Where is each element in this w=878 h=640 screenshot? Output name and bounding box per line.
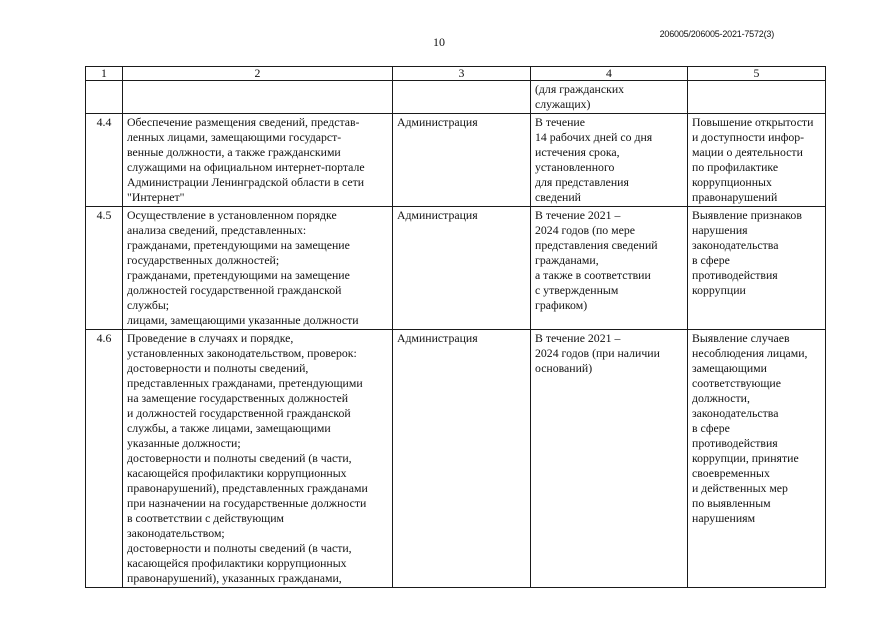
text-line: служащих) (535, 97, 591, 111)
continuation-executor-cell (393, 81, 531, 114)
text-line: оснований) (535, 361, 593, 375)
measure-cell (123, 330, 393, 588)
text-line: достоверности и полноты сведений, (127, 361, 309, 375)
deadline-cell (531, 207, 688, 330)
text-line: противодействия (692, 436, 778, 450)
deadline-cell (531, 114, 688, 207)
table-row (86, 207, 826, 330)
text-line: ленных лицами, замещающими государст- (127, 130, 342, 144)
text-line: Выявление признаков (692, 208, 802, 222)
text-line: Проведение в случаях и порядке, (127, 331, 294, 345)
deadline-cell (531, 330, 688, 588)
executor-cell (393, 207, 531, 330)
result-cell (688, 114, 826, 207)
text-line: законодательства (692, 406, 779, 420)
text-line: службы; (127, 298, 170, 312)
column-number-row (86, 67, 826, 81)
measures-table (85, 66, 826, 588)
text-line: при назначении на государственные должности (127, 496, 367, 510)
text-line: достоверности и полноты сведений (в части, (127, 451, 352, 465)
text-line: своевременных (692, 466, 770, 480)
text-line: касающейся профилактики коррупционных (127, 556, 347, 570)
text-line: и должностей государственной гражданской (127, 406, 351, 420)
text-line: замещающими (692, 361, 767, 375)
text-line: законодательства (692, 238, 779, 252)
text-line: венные должности, а также гражданскими (127, 145, 341, 159)
text-line: 2024 годов (по мере (535, 223, 635, 237)
text-line: коррупционных (692, 175, 772, 189)
text-line: несоблюдения лицами, (692, 346, 808, 360)
text-line: (для гражданских (535, 82, 625, 96)
text-line: Администрация (397, 208, 478, 222)
text-line: правонарушений), указанных гражданами, (127, 571, 342, 585)
executor-cell (393, 330, 531, 588)
page-number: 10 (433, 35, 445, 49)
text-line: представления сведений (535, 238, 658, 252)
text-line: а также в соответствии (535, 268, 651, 282)
table-row (86, 330, 826, 588)
text-line: установленных законодательством, проверок: (127, 346, 357, 360)
text-line: Обеспечение размещения сведений, представ- (127, 115, 360, 129)
text-line: должностей государственной гражданской (127, 283, 342, 297)
measure-cell (123, 207, 393, 330)
text-line: сведений (535, 190, 581, 204)
text-line: нарушениям (692, 511, 756, 525)
text-line: в сфере (692, 421, 730, 435)
document-registration-code: 206005/206005-2021-7572(3) (659, 29, 774, 39)
row-number: 4.5 (86, 207, 123, 330)
text-line: и доступности инфор- (692, 130, 805, 144)
text-line: касающейся профилактики коррупционных (127, 466, 347, 480)
text-line: соответствующие (692, 376, 781, 390)
text-line: законодательством; (127, 526, 225, 540)
text-line: для представления (535, 175, 629, 189)
column-number-4: 4 (531, 67, 688, 81)
column-number-1: 1 (86, 67, 123, 81)
row-number: 4.6 (86, 330, 123, 588)
continuation-result-cell (688, 81, 826, 114)
text-line: Осуществление в установленном порядке (127, 208, 337, 222)
text-line: противодействия (692, 268, 778, 282)
text-line: мации о деятельности (692, 145, 803, 159)
text-line: Повышение открытости (692, 115, 814, 129)
text-line: правонарушений (692, 190, 778, 204)
text-line: с утвержденным (535, 283, 619, 297)
text-line: Администрация (397, 331, 478, 345)
text-line: представленных гражданами, претендующими (127, 376, 363, 390)
column-number-2: 2 (123, 67, 393, 81)
result-cell (688, 330, 826, 588)
text-line: должности, (692, 391, 750, 405)
text-line: по выявленным (692, 496, 771, 510)
text-line: установленного (535, 160, 615, 174)
text-line: Администрации Ленинградской области в сети (127, 175, 365, 189)
text-line: гражданами, (535, 253, 599, 267)
text-line: В течение 2021 – (535, 208, 621, 222)
text-line: и действенных мер (692, 481, 788, 495)
text-line: правонарушений), представленных гражданами (127, 481, 368, 495)
text-line: В течение (535, 115, 585, 129)
executor-cell (393, 114, 531, 207)
text-line: Администрация (397, 115, 478, 129)
text-line: 2024 годов (при наличии (535, 346, 660, 360)
text-line: графиком) (535, 298, 588, 312)
text-line: по профилактике (692, 160, 779, 174)
column-number-3: 3 (393, 67, 531, 81)
text-line: государственных должностей; (127, 253, 280, 267)
text-line: достоверности и полноты сведений (в части, (127, 541, 352, 555)
column-number-5: 5 (688, 67, 826, 81)
text-line: служащими на официальном интернет-портале (127, 160, 365, 174)
text-line: анализа сведений, представленных: (127, 223, 307, 237)
text-line: коррупции (692, 283, 746, 297)
text-line: Выявление случаев (692, 331, 790, 345)
text-line: указанные должности; (127, 436, 241, 450)
table-row (86, 114, 826, 207)
continuation-row (86, 81, 826, 114)
continuation-deadline-cell (531, 81, 688, 114)
text-line: "Интернет" (127, 190, 185, 204)
result-cell (688, 207, 826, 330)
text-line: нарушения (692, 223, 748, 237)
measure-cell (123, 114, 393, 207)
text-line: истечения срока, (535, 145, 620, 159)
text-line: гражданами, претендующими на замещение (127, 268, 350, 282)
text-line: в соответствии с действующим (127, 511, 284, 525)
text-line: В течение 2021 – (535, 331, 621, 345)
text-line: 14 рабочих дней со дня (535, 130, 653, 144)
text-line: лицами, замещающими указанные должности (127, 313, 359, 327)
text-line: коррупции, принятие (692, 451, 799, 465)
continuation-measure-cell (123, 81, 393, 114)
text-line: на замещение государственных должностей (127, 391, 349, 405)
text-line: службы, а также лицами, замещающими (127, 421, 331, 435)
text-line: в сфере (692, 253, 730, 267)
row-number: 4.4 (86, 114, 123, 207)
continuation-num-cell (86, 81, 123, 114)
text-line: гражданами, претендующими на замещение (127, 238, 350, 252)
